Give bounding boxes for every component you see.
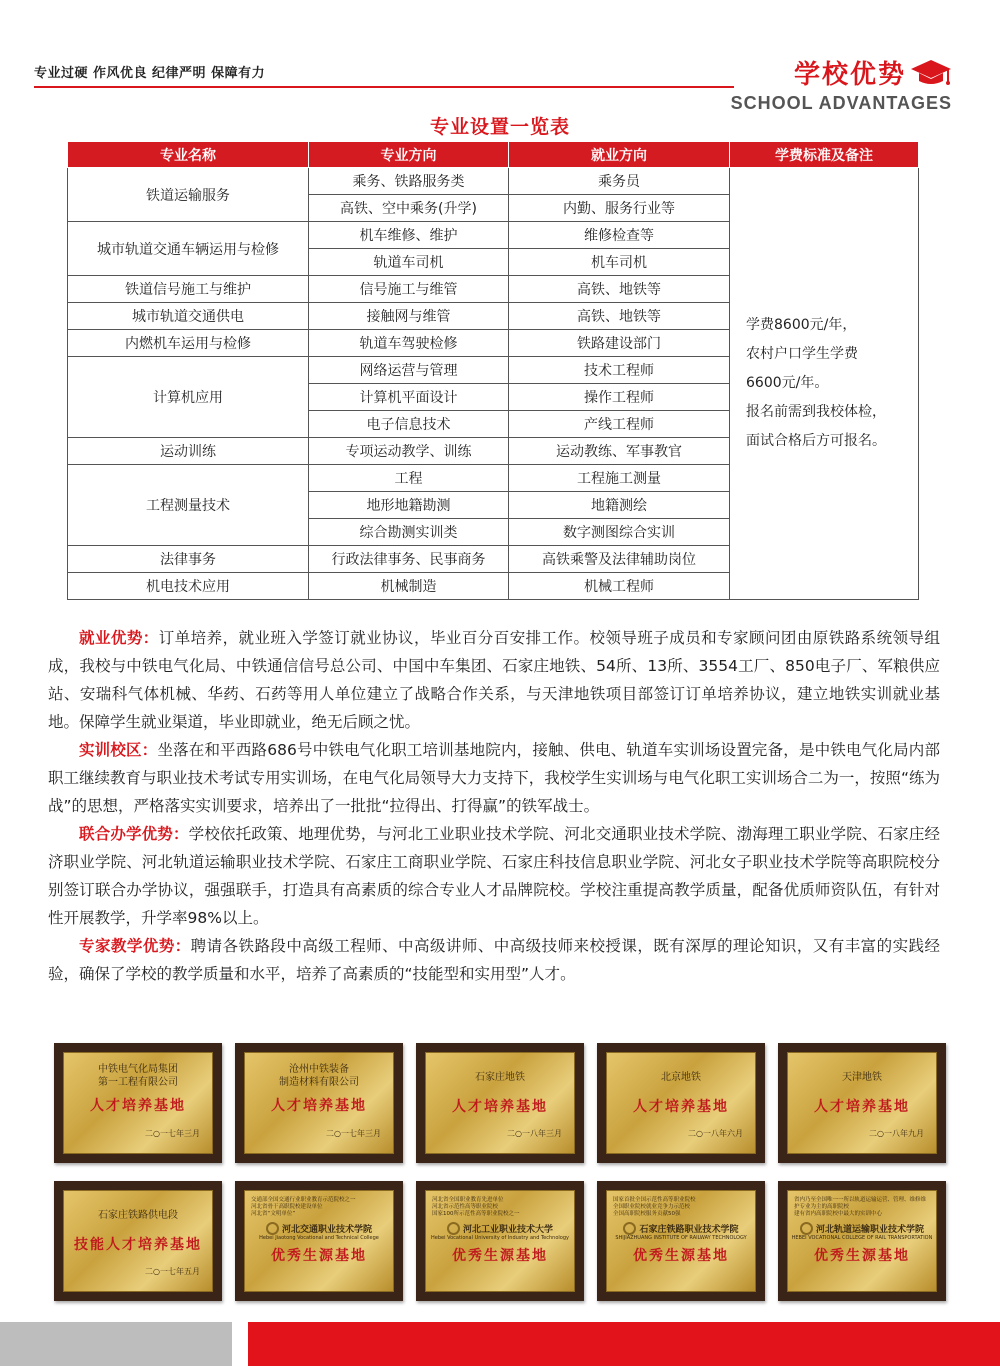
paragraph-label: 就业优势： (79, 629, 159, 647)
brand-block (731, 54, 952, 114)
major-direction-cell: 计算机平面设计 (309, 384, 509, 411)
plaque-title: 人才培养基地 (633, 1099, 729, 1115)
major-direction-cell: 网络运营与管理 (309, 357, 509, 384)
plaque-school-name: 河北轨道运输职业技术学院 (815, 1225, 924, 1235)
plaque-organization: 石家庄铁路供电段 (98, 1210, 178, 1221)
major-name-cell: 工程测量技术 (68, 465, 309, 546)
plaque-date: 二○一七年三月 (145, 1129, 200, 1138)
employment-direction-cell: 产线工程师 (509, 411, 730, 438)
plaque-face (787, 1190, 937, 1292)
paragraph-label: 实训校区： (79, 741, 158, 759)
plaques-gallery (54, 1043, 946, 1319)
advantages-text (48, 624, 940, 988)
plaque-title: 人才培养基地 (90, 1098, 186, 1114)
award-plaque (235, 1181, 403, 1301)
plaque-school (426, 1222, 574, 1235)
plaque-organization: 北京地铁 (661, 1072, 701, 1083)
table-body (68, 168, 919, 600)
plaque-school-name: 河北工业职业技术大学 (462, 1225, 553, 1235)
header-divider (34, 86, 734, 88)
footer-gray-bar (0, 1322, 232, 1366)
table-row (68, 168, 919, 195)
paragraph-text: 聘请各铁路段中高级工程师、中高级讲师、中高级技师来校授课，既有深厚的理论知识，又有丰富的实践经验，确保了学校的教学质量和水平，培养了高素质的“技能型和实用型”人才。 (48, 937, 940, 983)
major-direction-cell: 电子信息技术 (309, 411, 509, 438)
plaque-date: 二○一八年三月 (507, 1129, 562, 1138)
plaque-organization: 天津地铁 (842, 1072, 882, 1083)
employment-direction-cell: 乘务员 (509, 168, 730, 195)
plaques-row (54, 1043, 946, 1163)
major-name-cell: 机电技术应用 (68, 573, 309, 600)
plaque-title: 技能人才培养基地 (74, 1237, 202, 1253)
major-direction-cell: 轨道车驾驶检修 (309, 330, 509, 357)
major-direction-cell: 专项运动教学、训练 (309, 438, 509, 465)
fee-line: 学费8600元/年， (746, 317, 857, 333)
plaque-school (607, 1222, 755, 1235)
award-plaque (778, 1181, 946, 1301)
employment-direction-cell: 高铁、地铁等 (509, 276, 730, 303)
employment-direction-cell: 地籍测绘 (509, 492, 730, 519)
school-logo-icon (447, 1222, 460, 1235)
plaque-face (63, 1190, 213, 1292)
plaque-school-name: 石家庄铁路职业技术学院 (639, 1225, 739, 1235)
plaque-description: 交通部全国交通行业职业教育示范院校之一 河北省骨干高职院校建设单位 河北省“文明单位” (251, 1197, 356, 1217)
award-plaque (778, 1043, 946, 1163)
award-plaque (235, 1043, 403, 1163)
paragraph-label: 专家教学优势： (79, 937, 191, 955)
major-direction-cell: 轨道车司机 (309, 249, 509, 276)
plaque-school-en: SHIJIAZHUANG INSTITUTE OF RAILWAY TECHNOLOGY (615, 1235, 747, 1241)
plaque-face (425, 1190, 575, 1292)
plaque-title: 人才培养基地 (814, 1099, 910, 1115)
plaque-school (788, 1222, 936, 1235)
employment-direction-cell: 高铁、地铁等 (509, 303, 730, 330)
plaque-face (425, 1052, 575, 1154)
employment-direction-cell: 操作工程师 (509, 384, 730, 411)
graduation-cap-icon (910, 58, 952, 88)
plaque-title: 优秀生源基地 (452, 1248, 548, 1264)
column-header: 专业名称 (68, 142, 309, 168)
plaque-title: 优秀生源基地 (271, 1248, 367, 1264)
employment-direction-cell: 铁路建设部门 (509, 330, 730, 357)
table-title: 专业设置一览表 (429, 116, 570, 138)
paragraph (48, 820, 940, 932)
school-logo-icon (623, 1222, 636, 1235)
plaques-row (54, 1181, 946, 1301)
major-direction-cell: 机车维修、维护 (309, 222, 509, 249)
fee-cell (730, 168, 919, 600)
plaque-school (245, 1222, 393, 1235)
major-name-cell: 计算机应用 (68, 357, 309, 438)
award-plaque (54, 1043, 222, 1163)
plaque-organization: 中铁电气化局集团 第一工程有限公司 (98, 1064, 178, 1088)
plaque-date: 二○一七年五月 (145, 1267, 200, 1276)
majors-table (67, 141, 919, 600)
employment-direction-cell: 机械工程师 (509, 573, 730, 600)
plaque-title: 优秀生源基地 (633, 1248, 729, 1264)
paragraph-label: 联合办学优势： (79, 825, 189, 843)
plaque-face (244, 1052, 394, 1154)
major-direction-cell: 高铁、空中乘务(升学) (309, 195, 509, 222)
plaque-school-name: 河北交通职业技术学院 (281, 1225, 372, 1235)
table-header-row (68, 142, 919, 168)
major-direction-cell: 地形地籍勘测 (309, 492, 509, 519)
employment-direction-cell: 技术工程师 (509, 357, 730, 384)
plaque-organization: 石家庄地铁 (475, 1072, 525, 1083)
employment-direction-cell: 维修检查等 (509, 222, 730, 249)
employment-direction-cell: 高铁乘警及法律辅助岗位 (509, 546, 730, 573)
major-name-cell: 城市轨道交通车辆运用与检修 (68, 222, 309, 276)
plaque-date: 二○一七年三月 (326, 1129, 381, 1138)
major-direction-cell: 接触网与维管 (309, 303, 509, 330)
major-direction-cell: 综合勘测实训类 (309, 519, 509, 546)
major-direction-cell: 机械制造 (309, 573, 509, 600)
major-direction-cell: 工程 (309, 465, 509, 492)
plaque-face (606, 1052, 756, 1154)
award-plaque (54, 1181, 222, 1301)
plaque-school-en: Hebei Jiaotong Vocational and Technical College (259, 1235, 379, 1241)
fee-line: 6600元/年。 (746, 375, 829, 391)
column-header: 学费标准及备注 (730, 142, 919, 168)
plaque-face (606, 1190, 756, 1292)
column-header: 就业方向 (509, 142, 730, 168)
brand-title-cn: 学校优势 (793, 60, 906, 90)
major-name-cell: 法律事务 (68, 546, 309, 573)
award-plaque (416, 1043, 584, 1163)
paragraph-text: 订单培养，就业班入学签订就业协议，毕业百分百安排工作。校领导班子成员和专家顾问团由原铁路系统领导组成，我校与中铁电气化局、中铁通信信号总公司、中国中车集团、石家庄地铁、54所、13所、3554工厂、850电子厂、军粮供应站、安瑞科气体机械、华药、石药等用人单位建立了战略合作关系，与天津地铁项目部签订订单培养协议，建立地铁实训就业基地。保障学生就业渠道，毕业即就业，绝无后顾之忧。 (48, 629, 940, 731)
paragraph-text: 坐落在和平西路686号中铁电气化职工培训基地院内，接触、供电、轨道车实训场设置完备，是中铁电气化局内部职工继续教育与职业技术考试专用实训场，在电气化局领导大力支持下，我校学生实训场与电气化职工实训场合二为一，按照“练为战”的思想，严格落实实训要求，培养出了一批批“拉得出、打得赢”的铁军战士。 (48, 741, 940, 815)
major-name-cell: 铁道信号施工与维护 (68, 276, 309, 303)
award-plaque (597, 1181, 765, 1301)
column-header: 专业方向 (309, 142, 509, 168)
fee-line: 农村户口学生学费 (746, 346, 858, 362)
paragraph (48, 736, 940, 820)
paragraph (48, 624, 940, 736)
header-slogan: 专业过硬 作风优良 纪律严明 保障有力 (34, 66, 266, 81)
plaque-face (787, 1052, 937, 1154)
plaque-face (244, 1190, 394, 1292)
plaque-date: 二○一八年九月 (869, 1129, 924, 1138)
paragraph-text: 学校依托政策、地理优势，与河北工业职业技术学院、河北交通职业技术学院、渤海理工职业学院、石家庄经济职业学院、河北轨道运输职业技术学院、石家庄工商职业学院、石家庄科技信息职业学院、河北女子职业技术学院等高职院校分别签订联合办学协议，强强联手，打造具有高素质的综合专业人才品牌院校。学校注重提高教学质量，配备优质师资队伍，有针对性开展教学，升学率98%以上。 (48, 825, 940, 927)
major-direction-cell: 乘务、铁路服务类 (309, 168, 509, 195)
brand-title-en: SCHOOL ADVANTAGES (730, 93, 952, 113)
plaque-date: 二○一八年六月 (688, 1129, 743, 1138)
paragraph (48, 932, 940, 988)
award-plaque (597, 1043, 765, 1163)
footer-red-bar (248, 1322, 1000, 1366)
major-name-cell: 铁道运输服务 (68, 168, 309, 222)
employment-direction-cell: 数字测图综合实训 (509, 519, 730, 546)
plaque-title: 优秀生源基地 (814, 1248, 910, 1264)
award-plaque (416, 1181, 584, 1301)
major-direction-cell: 行政法律事务、民事商务 (309, 546, 509, 573)
employment-direction-cell: 机车司机 (509, 249, 730, 276)
employment-direction-cell: 工程施工测量 (509, 465, 730, 492)
plaque-school-en: HEBEI VOCATIONAL COLLEGE OF RAIL TRANSPORTATION (791, 1235, 933, 1241)
major-name-cell: 内燃机车运用与检修 (68, 330, 309, 357)
plaque-organization: 沧州中铁装备 制造材料有限公司 (279, 1064, 359, 1088)
fee-line: 报名前需到我校体检， (746, 404, 886, 420)
major-direction-cell: 信号施工与维管 (309, 276, 509, 303)
major-name-cell: 运动训练 (68, 438, 309, 465)
school-logo-icon (266, 1222, 279, 1235)
plaque-description: 省内乃至全国唯一一所以轨道运输运营、管理、维修维护专业为主的高职院校 建有省内高职院校中最大的实训中心 (794, 1197, 927, 1217)
plaque-description: 河北省全国职业教育先进单位 河北省示范性高等职业院校 国家100所示范性高等职业院校之一 (432, 1197, 520, 1217)
plaque-description: 国家首批全国示范性高等职业院校 全国职业院校就业竞争力示范校 全国高职院校服务贡献50强 (613, 1197, 696, 1217)
plaque-school-en: Hebei Vocational University of Industry and Technology (431, 1235, 569, 1241)
school-logo-icon (800, 1222, 813, 1235)
employment-direction-cell: 运动教练、军事教官 (509, 438, 730, 465)
plaque-face (63, 1052, 213, 1154)
major-name-cell: 城市轨道交通供电 (68, 303, 309, 330)
plaque-title: 人才培养基地 (271, 1098, 367, 1114)
employment-direction-cell: 内勤、服务行业等 (509, 195, 730, 222)
plaque-title: 人才培养基地 (452, 1099, 548, 1115)
fee-line: 面试合格后方可报名。 (746, 433, 886, 449)
